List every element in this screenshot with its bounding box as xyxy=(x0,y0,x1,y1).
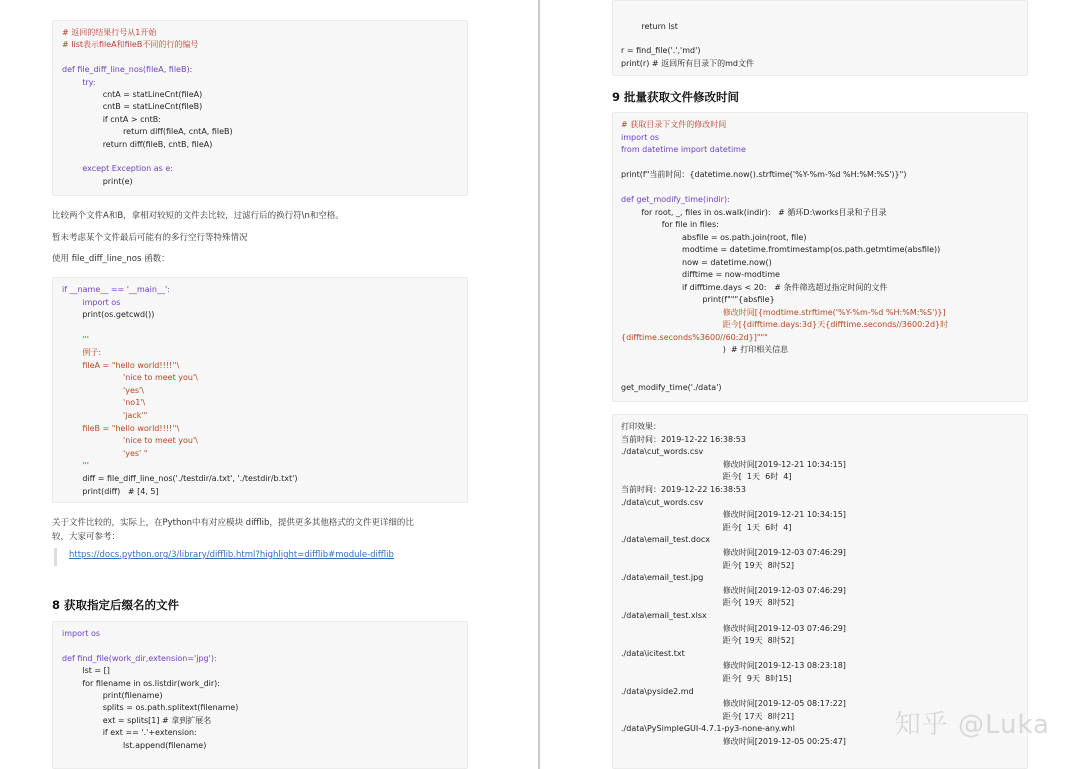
code-line: 距今[ 17天 8时21] xyxy=(621,711,795,721)
code-line: for filename in os.listdir(work_dir): xyxy=(62,678,220,688)
code-line: if ext == '.'+extension: xyxy=(62,728,197,738)
code-line: difftime = now-modtime xyxy=(621,270,780,279)
code-line: 当前时间：2019-12-22 16:38:53 xyxy=(621,434,746,444)
code-line: cntA = statLineCnt(fileA) xyxy=(62,90,203,99)
code-line: ) # 打印相关信息 xyxy=(621,345,789,354)
code-line: print(f"""{absfile} xyxy=(621,295,775,304)
code-line: modtime = datetime.fromtimestamp(os.path.getmtime(absfile)) xyxy=(621,245,941,254)
code-line: now = datetime.now() xyxy=(621,257,772,267)
section-heading-8: 8 获取指定后缀名的文件 xyxy=(52,598,180,612)
section-heading-9: 9 批量获取文件修改时间 xyxy=(612,90,740,104)
code-line: splits = os.path.splitext(filename) xyxy=(62,703,239,713)
code-line: ./data\cut_words.csv xyxy=(621,447,704,457)
code-line: 修改时间[2019-12-03 07:46:29] xyxy=(621,548,846,557)
code-line: 距今[ 19天 8时52] xyxy=(621,560,795,570)
paragraph-difflib-ref: 较，大家可参考： xyxy=(52,532,121,542)
code-line: if cntA > cntB: xyxy=(62,114,161,124)
code-line: cntB = statLineCnt(fileB) xyxy=(62,102,203,112)
code-line: diff = file_diff_line_nos('./testdir/a.txt', './testdir/b.txt') xyxy=(62,474,298,483)
code-line: print(filename) xyxy=(62,691,163,700)
code-line: 修改时间[2019-12-03 07:46:29] xyxy=(621,623,846,633)
code-line: 距今[ 1天 6时 4] xyxy=(621,472,792,482)
link-quote xyxy=(54,548,464,566)
code-line: 修改时间[2019-12-05 08:17:22] xyxy=(621,699,846,709)
code-line: ext = splits[1] # 拿到扩展名 xyxy=(62,715,212,725)
code-line: 'jack'" xyxy=(62,411,148,420)
code-line: from datetime import datetime xyxy=(621,145,746,154)
code-line: def get_modify_time(indir): xyxy=(621,195,730,204)
code-line: ./data\pyside2.md xyxy=(621,686,694,696)
code-line: 'nice to meet you'\ xyxy=(62,373,198,383)
left-page xyxy=(0,0,538,769)
code-line: # 获取目录下文件的修改时间 xyxy=(621,120,727,129)
code-line: import os xyxy=(621,132,660,142)
code-line: print(r) # 返回所有目录下的md文件 xyxy=(621,58,754,68)
code-line: ./data\email_test.jpg xyxy=(621,573,704,583)
paragraph-difflib-intro: 关于文件比较的，实际上，在Python中有对应模块 difflib，提供更多其他格式的文件更详细的比 xyxy=(52,518,414,528)
code-line: ''' xyxy=(62,335,89,345)
code-line: 打印效果： xyxy=(621,422,661,431)
code-block-find-file xyxy=(52,621,468,769)
code-line: if difftime.days < 20: # 条件筛选超过指定时间的文件 xyxy=(621,282,888,292)
code-line: 距今[ 1天 6时 4] xyxy=(621,522,792,532)
code-line: 距今[ 19天 8时52] xyxy=(621,598,795,608)
code-line: def find_file(work_dir,extension='jpg'): xyxy=(62,653,217,663)
code-line: return diff(fileA, cntA, fileB) xyxy=(62,127,233,137)
code-line: except Exception as e: xyxy=(62,164,173,174)
code-line: 当前时间：2019-12-22 16:38:53 xyxy=(621,485,746,494)
code-line: ./data\email_test.docx xyxy=(621,535,711,545)
code-line: 'yes'\ xyxy=(62,385,144,395)
code-line: print(f"当前时间：{datetime.now().strftime('%Y-%m-%d %H:%M:%S')}") xyxy=(621,170,907,179)
code-line: 'nice to meet you'\ xyxy=(62,436,198,446)
code-line: import os xyxy=(62,629,101,638)
code-line: 距今[{difftime.days:3d}天{difftime.seconds//3600:2d}时 xyxy=(621,320,949,329)
code-line: absfile = os.path.join(root, file) xyxy=(621,232,807,242)
code-line: fileB = "hello world!!!!''\ xyxy=(62,423,180,433)
code-line: ''' xyxy=(62,461,89,471)
code-line: 修改时间[2019-12-05 00:25:47] xyxy=(621,737,846,746)
code-line: 距今[ 9天 8时15] xyxy=(621,674,792,683)
code-block-diff-function xyxy=(52,20,468,196)
code-line: 'yes' " xyxy=(62,448,148,458)
code-line: print(diff) # [4, 5] xyxy=(62,486,159,496)
code-line: 修改时间[2019-12-03 07:46:29] xyxy=(621,585,846,595)
code-line: return lst xyxy=(621,22,678,31)
code-line: get_modify_time('./data') xyxy=(621,382,722,392)
code-line: 修改时间[{modtime.strftime('%Y-%m-%d %H:%M:%S')}] xyxy=(621,307,946,317)
code-block-modify-time xyxy=(612,112,1028,402)
code-line: def file_diff_line_nos(fileA, fileB): xyxy=(62,65,193,75)
code-line: lst.append(filename) xyxy=(62,740,207,750)
code-line: ./data\email_test.xlsx xyxy=(621,611,707,620)
code-line: ./data\PySimpleGUI-4.7.1-py3-none-any.whl xyxy=(621,724,795,734)
paragraph-note: 暂未考虑某个文件最后可能有的多行空行等特殊情况 xyxy=(52,233,248,243)
code-line: print(os.getcwd()) xyxy=(62,310,155,320)
code-line: # 返回的结果行号从1开始 xyxy=(62,28,157,37)
paragraph-compare-description: 比较两个文件A和B，拿相对较短的文件去比较，过滤行后的换行符\n和空格。 xyxy=(52,211,344,221)
code-block-main-example xyxy=(52,277,468,503)
code-line: if __name__ == '__main__': xyxy=(62,285,170,294)
code-line: try: xyxy=(62,77,96,87)
code-line: print(e) xyxy=(62,176,133,186)
code-line: 修改时间[2019-12-21 10:34:15] xyxy=(621,459,846,469)
code-line: for file in files: xyxy=(621,220,719,229)
code-line: ./data\icitest.txt xyxy=(621,648,685,658)
code-block-find-file-end xyxy=(612,0,1028,76)
code-line: fileA = "hello world!!!!''\ xyxy=(62,360,180,370)
code-line: 修改时间[2019-12-13 08:23:18] xyxy=(621,661,846,671)
code-line: lst = [] xyxy=(62,666,110,676)
code-line: {difftime.seconds%3600//60:2d}]""" xyxy=(621,332,768,342)
difflib-doc-link[interactable]: https://docs.python.org/3/library/difflib.html?highlight=difflib#module-difflib xyxy=(69,550,394,560)
code-line: return diff(fileB, cntB, fileA) xyxy=(62,139,213,149)
code-line: ./data\cut_words.csv xyxy=(621,497,704,507)
code-line: r = find_file('.','md') xyxy=(621,46,701,56)
code-line: # list表示fileA和fileB不同的行的编号 xyxy=(62,40,199,50)
code-line: 'no1'\ xyxy=(62,398,146,408)
code-line: import os xyxy=(62,297,121,307)
code-line: for root, _, files in os.walk(indir): # 循环D:\works目录和子目录 xyxy=(621,207,887,217)
code-line: 修改时间[2019-12-21 10:34:15] xyxy=(621,510,846,520)
paragraph-usage: 使用 file_diff_line_nos 函数： xyxy=(52,254,170,264)
code-line: 例子: xyxy=(62,348,102,357)
code-line: 距今[ 19天 8时52] xyxy=(621,636,795,646)
right-page xyxy=(540,0,1080,769)
zhihu-watermark: 知乎 @Luka xyxy=(894,710,1050,740)
